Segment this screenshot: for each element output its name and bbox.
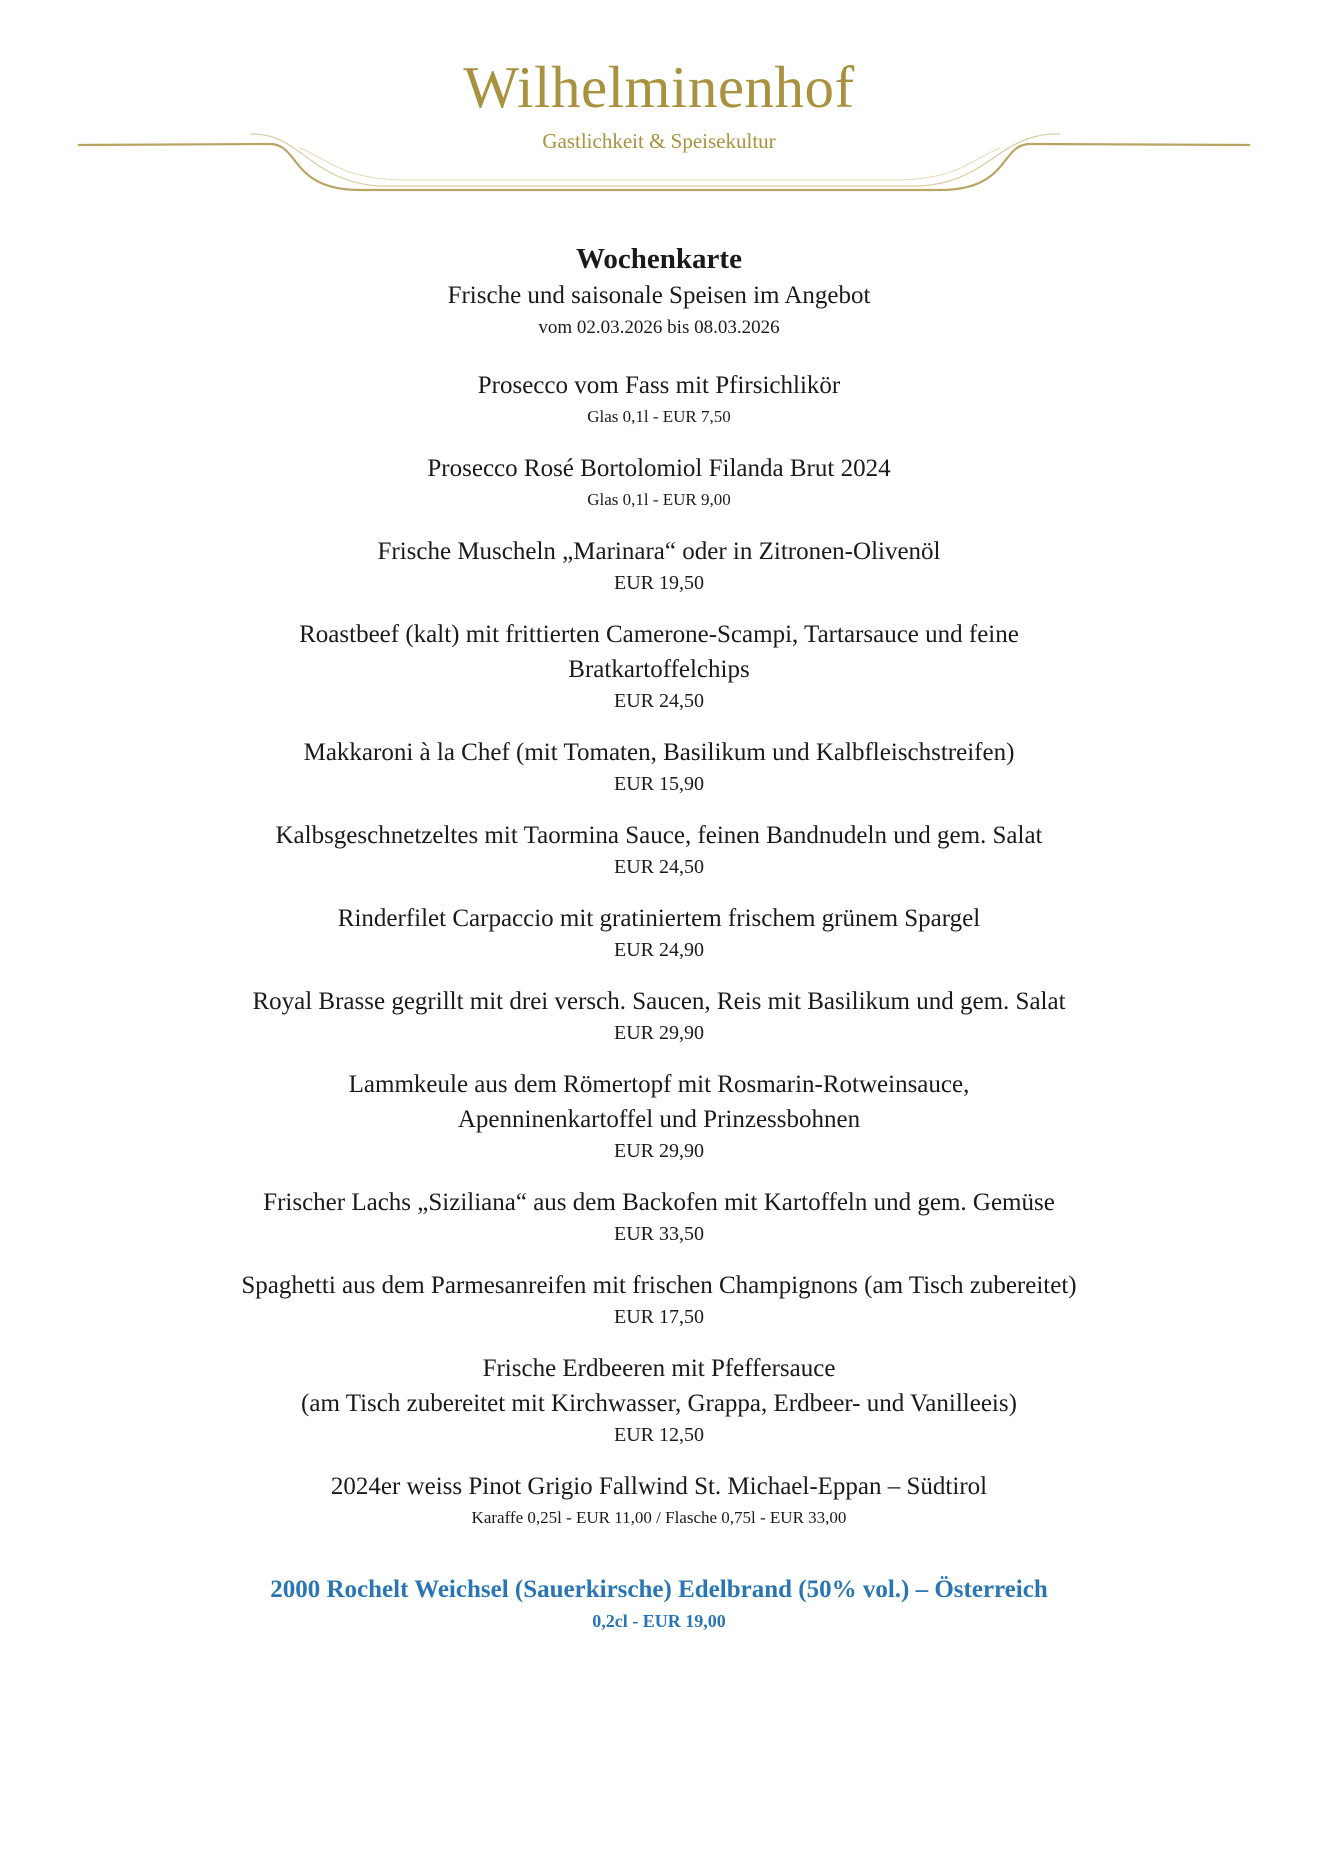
menu-title: Wochenkarte [576, 243, 742, 275]
menu-item-price: EUR 29,90 [614, 1022, 704, 1044]
menu-item [0, 901, 1318, 964]
menu-item [0, 1268, 1318, 1331]
featured-spirit-price: 0,2cl - EUR 19,00 [592, 1611, 726, 1631]
menu-item-name: Frische Erdbeeren mit Pfeffersauce [482, 1355, 836, 1382]
menu-item [0, 1351, 1318, 1449]
menu-date-range: vom 02.03.2026 bis 08.03.2026 [538, 317, 780, 338]
brand-logo-text: Wilhelminenhof [463, 54, 855, 120]
menu-item-price: EUR 33,50 [614, 1223, 704, 1245]
menu-item [0, 1469, 1318, 1532]
menu-item-name: Royal Brasse gegrillt mit drei versch. Saucen, Reis mit Basilikum und gem. Salat [252, 988, 1066, 1015]
menu-item-price: EUR 24,50 [614, 690, 704, 712]
menu-item [0, 1185, 1318, 1248]
letterhead [0, 0, 1318, 210]
menu-item [0, 534, 1318, 597]
menu-item [0, 984, 1318, 1047]
menu-item-name: Prosecco Rosé Bortolomiol Filanda Brut 2024 [427, 455, 891, 482]
menu-item [0, 451, 1318, 514]
menu-item-name: Makkaroni à la Chef (mit Tomaten, Basilikum und Kalbfleischstreifen) [303, 739, 1015, 766]
menu-item-price: Glas 0,1l - EUR 9,00 [587, 490, 731, 509]
menu-item-name: Prosecco vom Fass mit Pfirsichlikör [477, 372, 841, 399]
menu-item [0, 735, 1318, 798]
menu-item-price: Karaffe 0,25l - EUR 11,00 / Flasche 0,75l - EUR 33,00 [471, 1508, 847, 1527]
brand-tagline: Gastlichkeit & Speisekultur [542, 129, 776, 153]
menu-item-description: (am Tisch zubereitet mit Kirchwasser, Grappa, Erdbeer- und Vanilleeis) [301, 1390, 1017, 1417]
menu-item-price: EUR 29,90 [614, 1140, 704, 1162]
menu-subtitle: Frische und saisonale Speisen im Angebot [447, 282, 871, 309]
menu-item-price: EUR 17,50 [614, 1306, 704, 1328]
menu-item-name: Kalbsgeschnetzeltes mit Taormina Sauce, feinen Bandnudeln und gem. Salat [275, 822, 1043, 849]
menu-item [0, 818, 1318, 881]
menu-item [0, 1067, 1318, 1165]
menu-item-price: EUR 12,50 [614, 1424, 704, 1446]
menu-item-name: Frischer Lachs „Siziliana“ aus dem Backofen mit Kartoffeln und gem. Gemüse [263, 1189, 1055, 1216]
gold-flourish-line-icon [0, 120, 1318, 210]
menu-item [0, 368, 1318, 431]
menu-item-name: 2024er weiss Pinot Grigio Fallwind St. Michael-Eppan – Südtirol [330, 1473, 988, 1500]
menu-item-price: EUR 24,50 [614, 856, 704, 878]
menu-item-name: Roastbeef (kalt) mit frittierten Camerone-Scampi, Tartarsauce und feine Bratkartoffelchips [299, 621, 1019, 683]
menu-item-name: Rinderfilet Carpaccio mit gratiniertem frischem grünem Spargel [337, 905, 981, 932]
menu-item-name: Frische Muscheln „Marinara“ oder in Zitronen-Olivenöl [377, 538, 941, 565]
menu-item-price: EUR 15,90 [614, 773, 704, 795]
menu-item-price: EUR 19,50 [614, 572, 704, 594]
menu-item-price: Glas 0,1l - EUR 7,50 [587, 407, 731, 426]
featured-spirit-name: 2000 Rochelt Weichsel (Sauerkirsche) Edelbrand (50% vol.) – Österreich [270, 1576, 1048, 1603]
weekly-menu [0, 240, 1318, 1634]
featured-spirit [0, 1572, 1318, 1634]
menu-item-price: EUR 24,90 [614, 939, 704, 961]
menu-item-name: Lammkeule aus dem Römertopf mit Rosmarin-Rotweinsauce, Apenninenkartoffel und Prinzessbohnen [348, 1071, 970, 1133]
menu-item-name: Spaghetti aus dem Parmesanreifen mit frischen Champignons (am Tisch zubereitet) [241, 1272, 1077, 1299]
menu-item [0, 617, 1318, 715]
